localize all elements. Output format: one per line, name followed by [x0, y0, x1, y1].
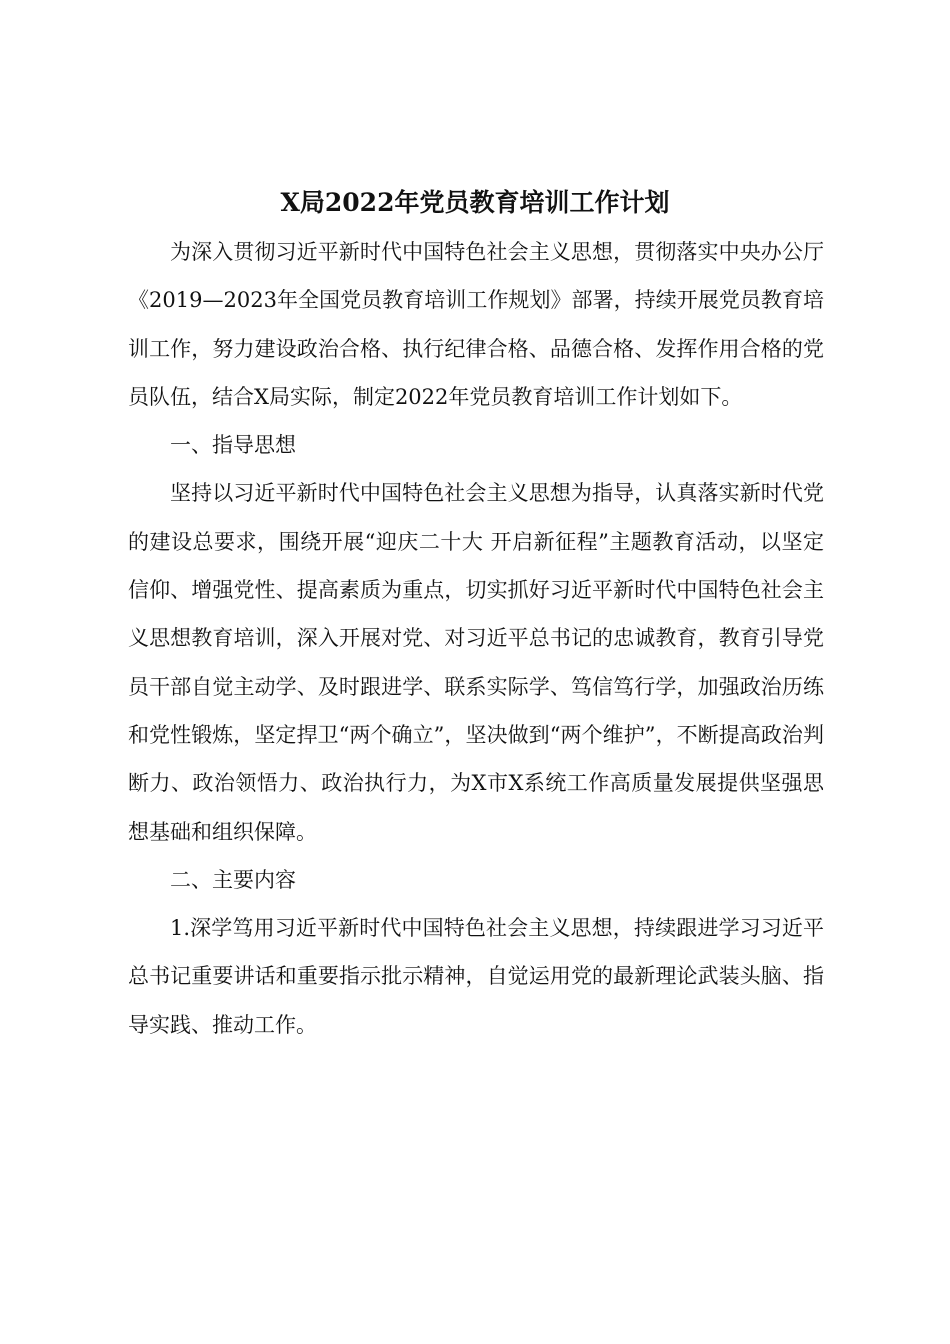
document-body: [128, 228, 824, 1049]
intro-paragraph: 为深入贯彻习近平新时代中国特色社会主义思想，贯彻落实中央办公厅《2019—2023年全国党员教育培训工作规划》部署，持续开展党员教育培训工作，努力建设政治合格、执行纪律合格、品德合格、发挥作用合格的党员队伍，结合X局实际，制定2022年党员教育培训工作计划如下。: [128, 240, 824, 409]
section-heading-guiding-ideology: 一、指导思想: [170, 433, 296, 458]
document-title: X局2022年党员教育培训工作计划: [280, 188, 670, 217]
main-content-item-1: 1.深学笃用习近平新时代中国特色社会主义思想，持续跟进学习习近平总书记重要讲话和重要指示批示精神，自觉运用党的最新理论武装头脑、指导实践、推动工作。: [128, 916, 824, 1037]
section-heading-main-content: 二、主要内容: [170, 867, 296, 892]
guiding-ideology-paragraph: 坚持以习近平新时代中国特色社会主义思想为指导，认真落实新时代党的建设总要求，围绕开展“迎庆二十大 开启新征程”主题教育活动，以坚定信仰、增强党性、提高素质为重点，切实抓好习近平新时代中国特色社会主义思想教育培训，深入开展对党、对习近平总书记的忠诚教育，教育引导党员干部自觉主动学、及时跟进学、联系实际学、笃信笃行学，加强政治历练和党性锻炼，坚定捍卫“两个确立”，坚决做到“两个维护”，不断提高政治判断力、政治领悟力、政治执行力，为X市X系统工作高质量发展提供坚强思想基础和组织保障。: [128, 481, 824, 844]
